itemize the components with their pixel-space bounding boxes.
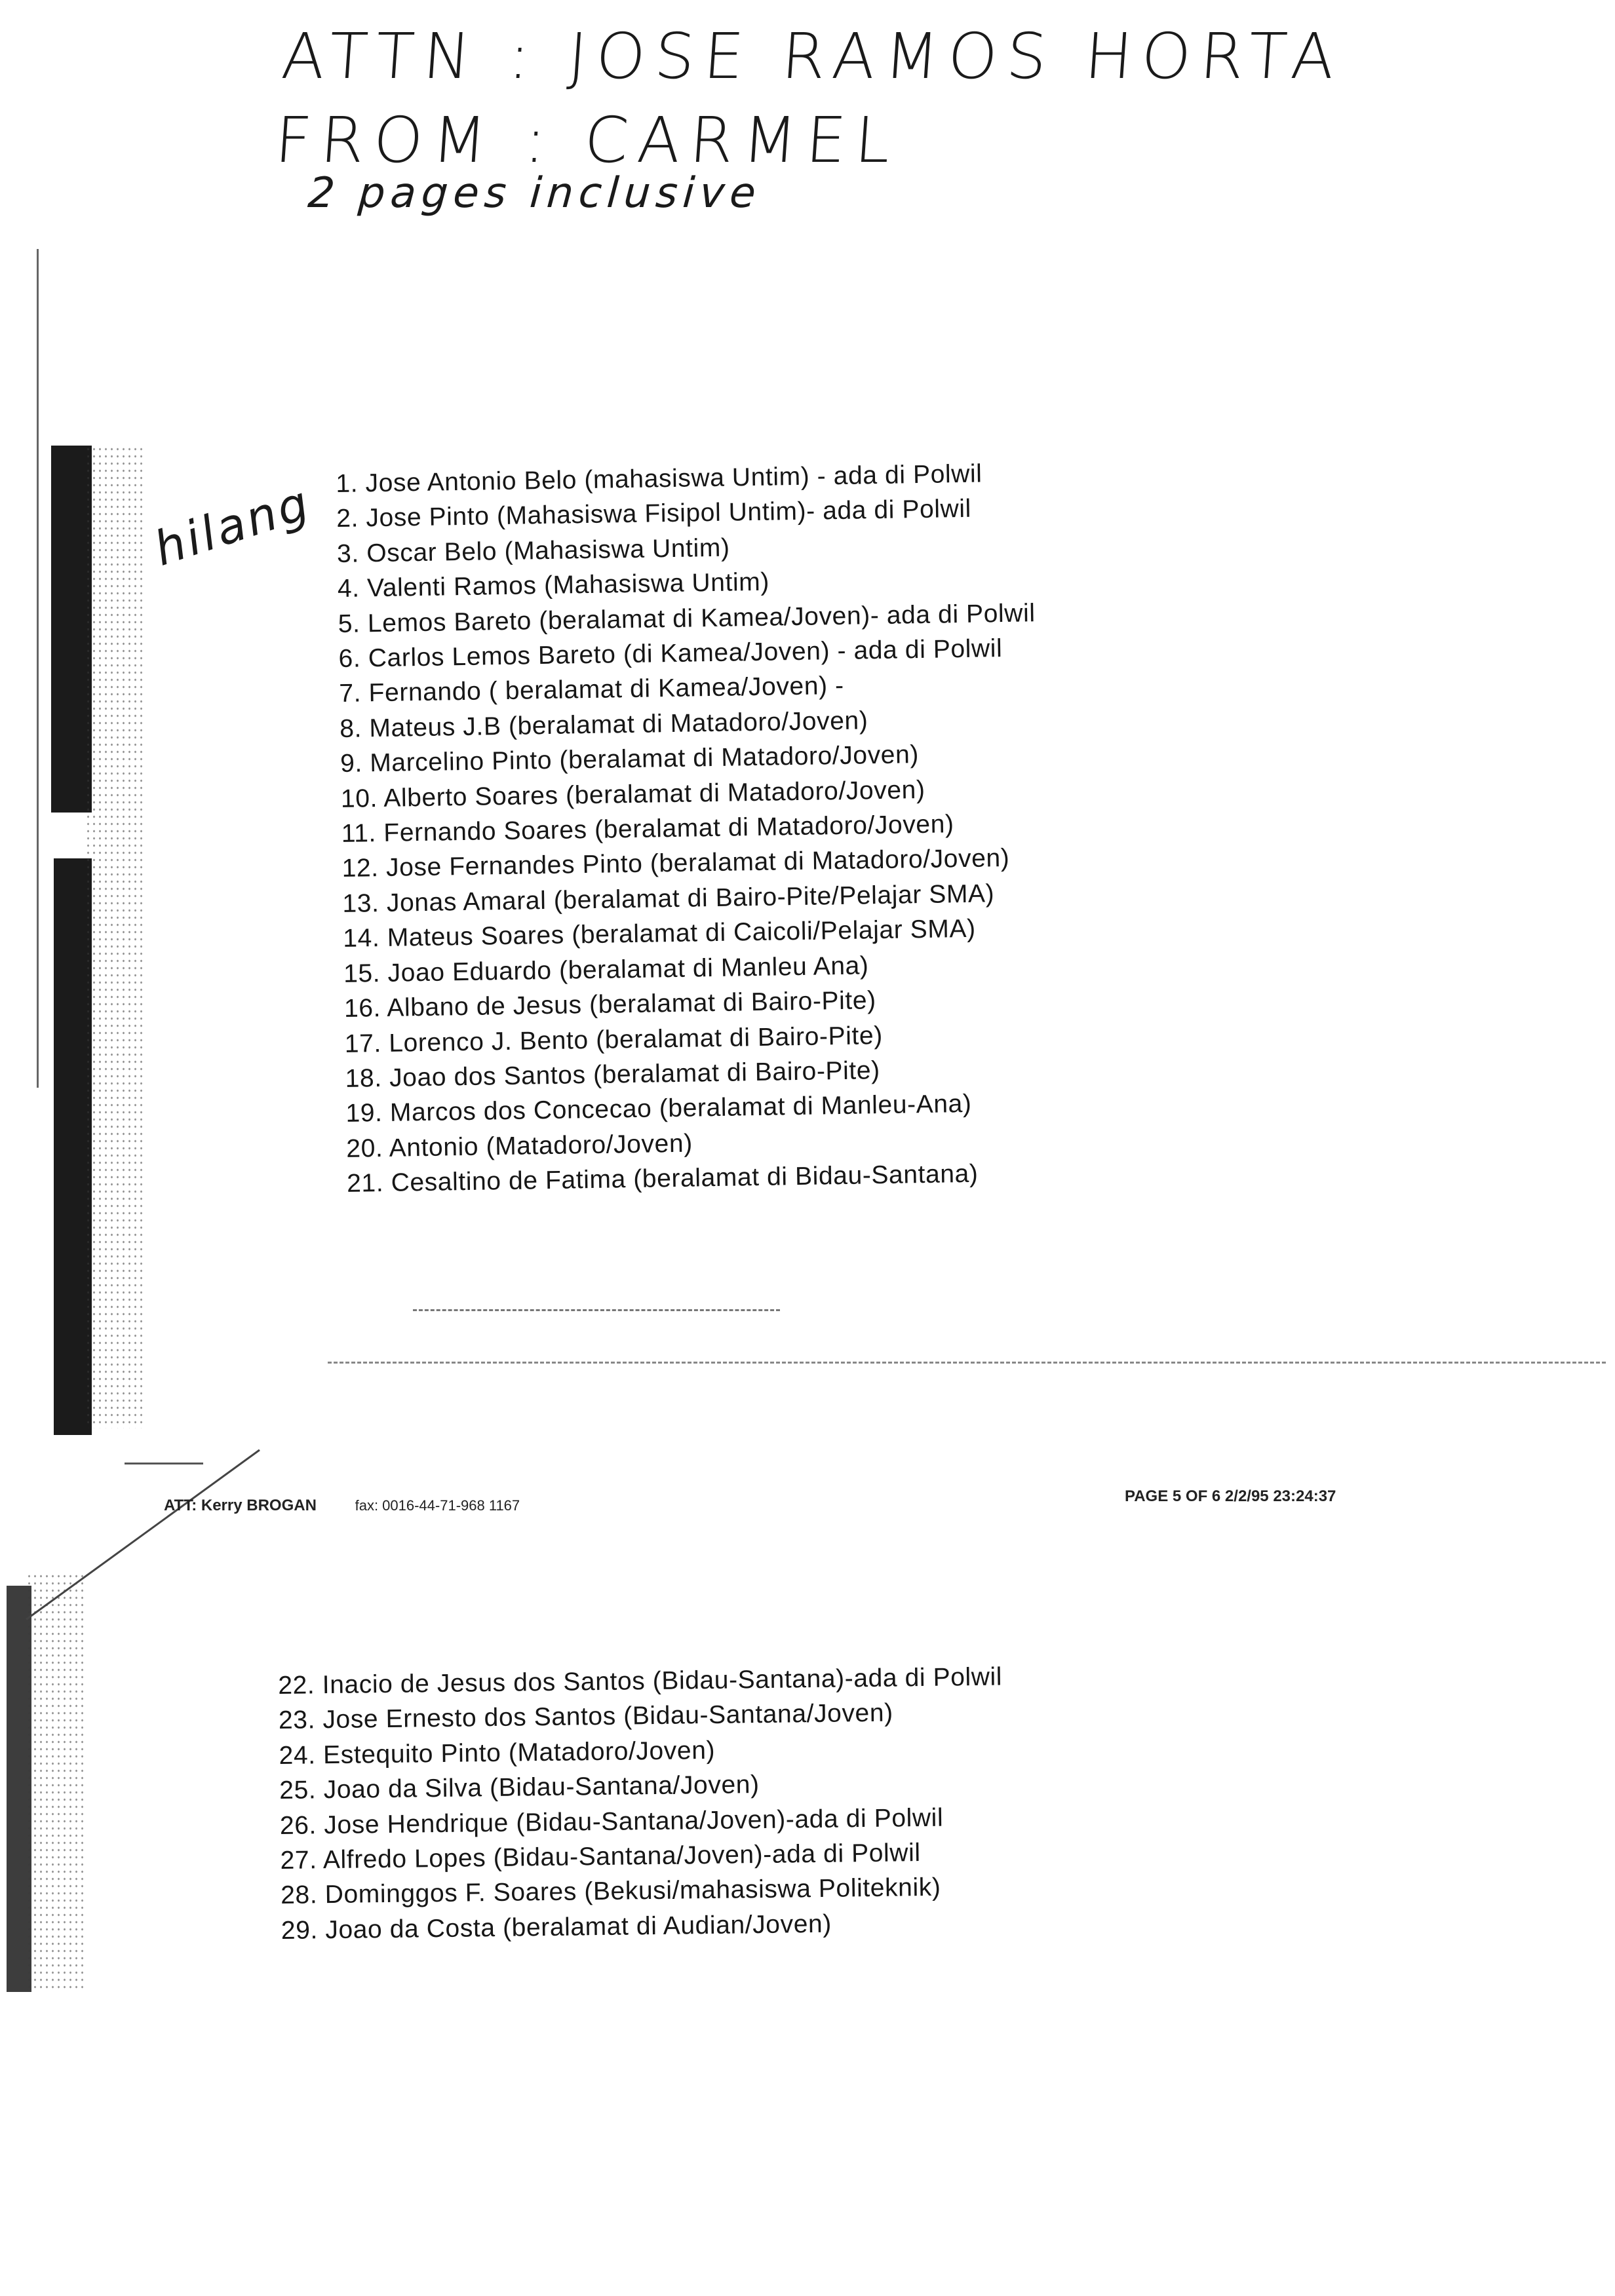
list-item: 3. Oscar Belo (Mahasiswa Untim) [336, 533, 730, 568]
handwritten-from-line: FROM : CARMEL [273, 104, 902, 177]
handwritten-pages-note: 2 pages inclusive [306, 169, 763, 218]
list-item: 28. Dominggos F. Soares (Bekusi/mahasiswa Politeknik) [280, 1873, 941, 1910]
list-item: 24. Estequito Pinto (Matadoro/Joven) [279, 1736, 716, 1770]
fax-header-recipient [164, 1497, 520, 1515]
fax-number: fax: 0016-44-71-968 1167 [355, 1497, 520, 1514]
detainee-list-part-1 [336, 455, 1044, 1201]
list-item: 9. Marcelino Pinto (beralamat di Matadoro/Joven) [340, 740, 920, 778]
list-item: 11. Fernando Soares (beralamat di Matadoro/Joven) [341, 810, 954, 848]
list-item: 18. Joao dos Santos (beralamat di Bairo-Pite) [345, 1056, 881, 1093]
list-item: 26. Jose Hendrique (Bidau-Santana/Joven)-ada di Polwil [279, 1803, 944, 1840]
scan-fold-diagonal [26, 1449, 260, 1620]
list-item: 16. Albano de Jesus (beralamat di Bairo-Pite) [343, 986, 877, 1023]
fax-attn-label: ATT: Kerry BROGAN [164, 1497, 317, 1514]
fax-page-info: PAGE 5 OF 6 2/2/95 23:24:37 [1125, 1487, 1336, 1505]
list-item: 15. Joao Eduardo (beralamat di Manleu Ana) [343, 951, 869, 988]
list-item: 6. Carlos Lemos Bareto (di Kamea/Joven) - ada di Polwil [338, 634, 1003, 673]
detainee-list-part-2 [278, 1660, 1005, 1949]
list-item: 4. Valenti Ramos (Mahasiswa Untim) [337, 567, 770, 603]
list-item: 10. Alberto Soares (beralamat di Matadoro/Joven) [340, 775, 925, 813]
handwritten-margin-note: hilang [147, 474, 318, 577]
scan-left-edge-line [37, 249, 39, 1088]
list-item: 7. Fernando ( beralamat di Kamea/Joven) - [339, 672, 845, 708]
list-item: 13. Jonas Amaral (beralamat di Bairo-Pite/Pelajar SMA) [342, 879, 995, 918]
list-item: 17. Lorenco J. Bento (beralamat di Bairo-Pite) [344, 1021, 884, 1058]
list-item: 2. Jose Pinto (Mahasiswa Fisipol Untim)- ada di Polwil [336, 495, 972, 533]
list-item: 27. Alfredo Lopes (Bidau-Santana/Joven)-ada di Polwil [280, 1839, 921, 1875]
list-item: 20. Antonio (Matadoro/Joven) [346, 1129, 693, 1163]
scan-dashed-line-2 [328, 1362, 1606, 1364]
scan-speckle-upper [85, 446, 144, 1428]
list-item: 19. Marcos dos Concecao (beralamat di Manleu-Ana) [345, 1090, 972, 1128]
list-item: 23. Jose Ernesto dos Santos (Bidau-Santana/Joven) [278, 1698, 893, 1735]
scan-short-line [125, 1463, 203, 1464]
list-item: 22. Inacio de Jesus dos Santos (Bidau-Santana)-ada di Polwil [278, 1662, 1003, 1700]
list-item: 12. Jose Fernandes Pinto (beralamat di Matadoro/Joven) [341, 844, 1010, 883]
scan-speckle-lower [26, 1573, 85, 1992]
list-item: 8. Mateus J.B (beralamat di Matadoro/Joven) [339, 706, 868, 743]
list-item: 14. Mateus Soares (beralamat di Caicoli/Pelajar SMA) [342, 915, 976, 953]
list-item: 5. Lemos Bareto (beralamat di Kamea/Joven)- ada di Polwil [338, 598, 1036, 638]
list-item: 25. Joao da Silva (Bidau-Santana/Joven) [279, 1770, 760, 1805]
handwritten-attn-line: ATTN : JOSE RAMOS HORTA [279, 20, 1346, 93]
list-item: 21. Cesaltino de Fatima (beralamat di Bidau-Santana) [346, 1159, 979, 1198]
scan-dashed-line-1 [413, 1309, 780, 1311]
list-item: 29. Joao da Costa (beralamat di Audian/Joven) [281, 1909, 832, 1945]
list-item: 1. Jose Antonio Belo (mahasiswa Untim) - ada di Polwil [336, 459, 983, 498]
